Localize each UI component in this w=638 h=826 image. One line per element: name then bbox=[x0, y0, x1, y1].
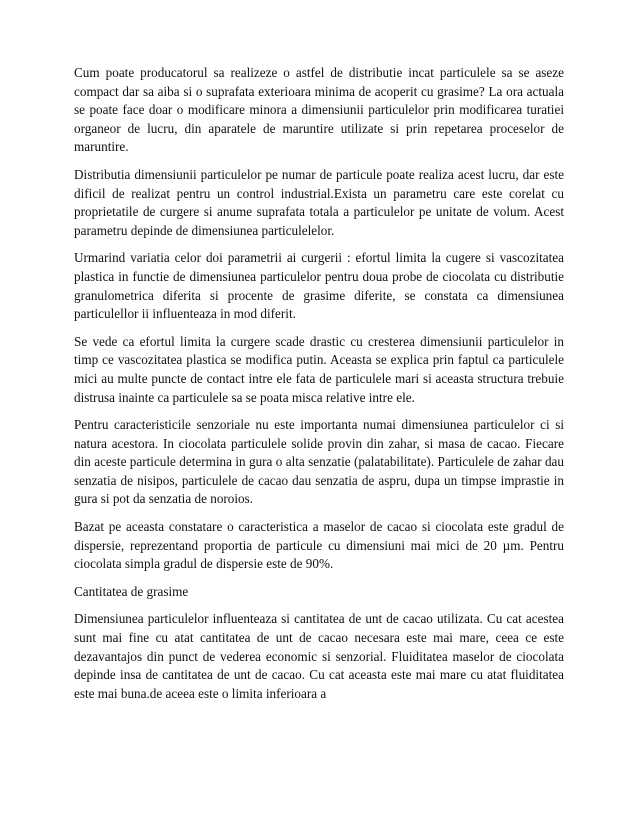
section-heading: Cantitatea de grasime bbox=[74, 583, 189, 599]
paragraph-yield-stress: Se vede ca efortul limita la curgere scade drastic cu cresterea dimensiunii particulelor in timp ce vascozitatea plastica se modifica putin. Aceasta se explica prin faptul ca particulele mici au multe puncte de contact intre ele fata de particulele mari si aceasta structura trebuie distrusa inainte ca particulele sa se poata misca relative intre ele. bbox=[74, 333, 564, 405]
paragraph-particle-size-distribution: Distributia dimensiunii particulelor pe numar de particule poate realiza acest lucru, dar este dificil de realizat pentru un control industrial.Exista un parametru care este corelat cu proprietatile de curgere si anume suprafata totala a particulelor pe unitate de volum. Acest parametru depinde de dimensiunea particulelelor. bbox=[74, 166, 564, 238]
paragraph-sensory-characteristics: Pentru caracteristicile senzoriale nu este importanta numai dimensiunea particulelor ci si natura acestora. In ciocolata particulele solide provin din zahar, si masa de cacao. Fiecare din aceste particule determina in gura o alta senzatie (palatabilitate). Particulele de zahar dau senzatia de nisipos, particulele de cacao dau senzatia de aspru, dupa un timpse imprastie in gura si pot da senzatia de noroios. bbox=[74, 417, 564, 507]
document-page bbox=[74, 64, 564, 712]
paragraph-flow-parameters: Urmarind variatia celor doi parametrii ai curgerii : efortul limita la cugere si vascozitatea plastica in functie de dimensiunea particulelor pentru doua probe de ciocolata cu distributie granulometrica diferita si procente de grasime diferite, se constata ca dimensiunea particulellor ii influenteaza in mod diferit. bbox=[74, 250, 564, 322]
paragraph-fat-quantity: Dimensiunea particulelor influenteaza si cantitatea de unt de cacao utilizata. Cu cat acestea sunt mai fine cu atat cantitatea de unt de cacao necesara este mai mare, ceea ce este dezavantajos din punct de vedereа economic si senzorial. Fluiditatea maselor de ciocolata depinde insa de cantitatea de unt de cacao. Cu cat aceasta este mai mare cu atat fluiditatea este mai buna.de aceea este o limita inferioara a bbox=[74, 611, 564, 701]
paragraph-dispersion-degree: Bazat pe aceasta constatare o caracteristica a maselor de cacao si ciocolata este gradul de dispersie, reprezentand proportia de particule cu dimensiuni mai mici de 20 µm. Pentru ciocolata simpla gradul de dispersie este de 90%. bbox=[74, 519, 564, 572]
paragraph-distribution-question: Cum poate producatorul sa realizeze o astfel de distributie incat particulele sa se aseze compact dar sa aiba si o suprafata exterioara minima de acoperit cu grasime? La ora actuala se poate face doar o modificare minora a dimensiunii particulelor prin modificarea turatiei organeor de lucru, din aparatele de maruntire utilizate si prin repetarea proceselor de maruntire. bbox=[74, 65, 564, 155]
